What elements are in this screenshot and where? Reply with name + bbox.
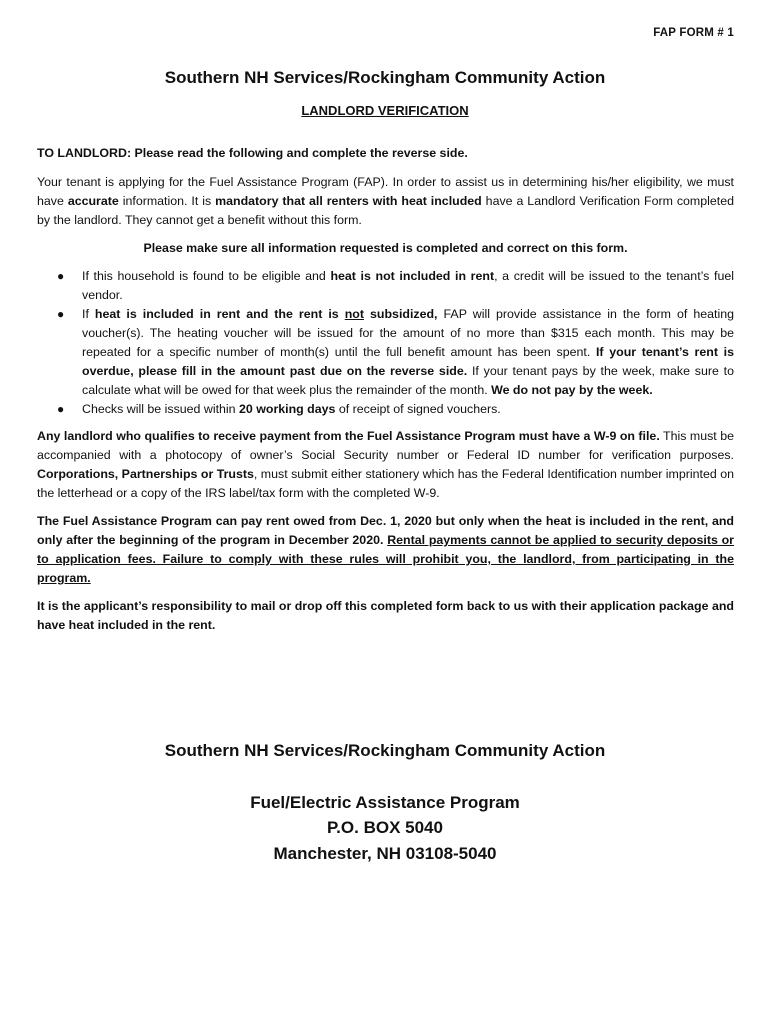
form-body	[37, 144, 734, 635]
page-title: Southern NH Services/Rockingham Community Action	[164, 68, 606, 87]
bullet1-text-2: , a credit will be issued to the tenant’s fuel vendor.	[82, 269, 734, 302]
bullet2-bold-not: not	[344, 307, 364, 321]
to-landlord-instruction: TO LANDLORD: Please read the following and complete the reverse side.	[37, 146, 468, 160]
intro-text-1: Your tenant is applying for the Fuel Assistance Program (FAP). In order to assist us in determining his/her eligibility, we must have	[37, 175, 734, 208]
bullet2-text-1: If	[82, 307, 95, 321]
bullet1-bold: heat is not included in rent	[330, 269, 495, 283]
form-number: FAP FORM # 1	[653, 27, 734, 39]
list-item	[37, 267, 734, 305]
responsibility-paragraph: It is the applicant’s responsibility to mail or drop off this completed form back to us with their application package and have heat included in the rent.	[37, 599, 734, 632]
bullet3-text-2: of receipt of signed vouchers.	[335, 402, 501, 416]
w9-text-2: , must submit either stationery which has the Federal Identification number imprinted on the letterhead or a copy of the IRS label/tax form with the completed W-9.	[37, 467, 734, 500]
completion-note: Please make sure all information requested is completed and correct on this form.	[143, 241, 628, 255]
w9-bold-2: Corporations, Partnerships or Trusts	[37, 467, 254, 481]
intro-paragraph	[37, 173, 734, 230]
rent-text-1: The Fuel Assistance Program can pay rent owed from Dec. 1, 2020 but only when the heat is included in the rent, and only after the beginning of the program in December 2020.	[37, 514, 734, 547]
bullet-icon: ●	[57, 402, 65, 416]
intro-bold-accurate: accurate	[67, 194, 119, 208]
w9-paragraph	[37, 427, 734, 503]
list-item	[37, 400, 734, 419]
bullet3-bold: 20 working days	[239, 402, 336, 416]
bullet-icon: ●	[57, 269, 65, 283]
intro-text-3: have a Landlord Verification Form completed by the landlord. They cannot get a benefit without this form.	[37, 194, 735, 227]
mailing-address-block	[0, 738, 770, 866]
bullet2-bold-week: We do not pay by the week.	[491, 383, 653, 397]
w9-bold-1: Any landlord who qualifies to receive payment from the Fuel Assistance Program must have a W-9 on file.	[37, 429, 660, 443]
bullet3-text-1: Checks will be issued within	[82, 402, 240, 416]
bullet2-text-3: If your tenant pays by the week, make sure to calculate what will be owed for that week plus the remainder of the month.	[82, 364, 735, 397]
footer-program: Fuel/Electric Assistance Program	[250, 792, 520, 812]
list-item	[37, 305, 734, 400]
bullet1-text-1: If this household is found to be eligible and	[82, 269, 331, 283]
bullet2-bold-2: subsidized,	[364, 307, 438, 321]
footer-city: Manchester, NH 03108-5040	[273, 843, 497, 863]
footer-po-box: P.O. BOX 5040	[327, 818, 443, 837]
bullet-icon: ●	[57, 307, 65, 321]
footer-org: Southern NH Services/Rockingham Community Action	[164, 741, 606, 760]
page-subtitle: LANDLORD VERIFICATION	[301, 103, 469, 118]
w9-text-1: This must be accompanied with a photocopy of owner’s Social Security number or Federal ID number for verification purposes.	[37, 429, 734, 462]
bullet2-bold-overdue: If your tenant’s rent is overdue, please fill in the amount past due on the reverse side.	[82, 345, 734, 378]
eligibility-list	[37, 267, 734, 419]
intro-bold-mandatory: mandatory that all renters with heat included	[215, 194, 482, 208]
bullet2-bold-1: heat is included in rent and the rent is	[94, 307, 345, 321]
intro-text-2: information. It is	[118, 194, 216, 208]
rent-paragraph	[37, 512, 734, 588]
bullet2-text-2: FAP will provide assistance in the form of heating voucher(s). The heating voucher will be issued for the amount of no more than $315 each month. This may be repeated for a specific number of month(s) until the full benefit amount has been spent.	[82, 307, 735, 359]
rent-underlined: Rental payments cannot be applied to security deposits or to application fees. Failure to comply with these rules will prohibit you, the landlord, from participating in the program.	[37, 533, 734, 585]
